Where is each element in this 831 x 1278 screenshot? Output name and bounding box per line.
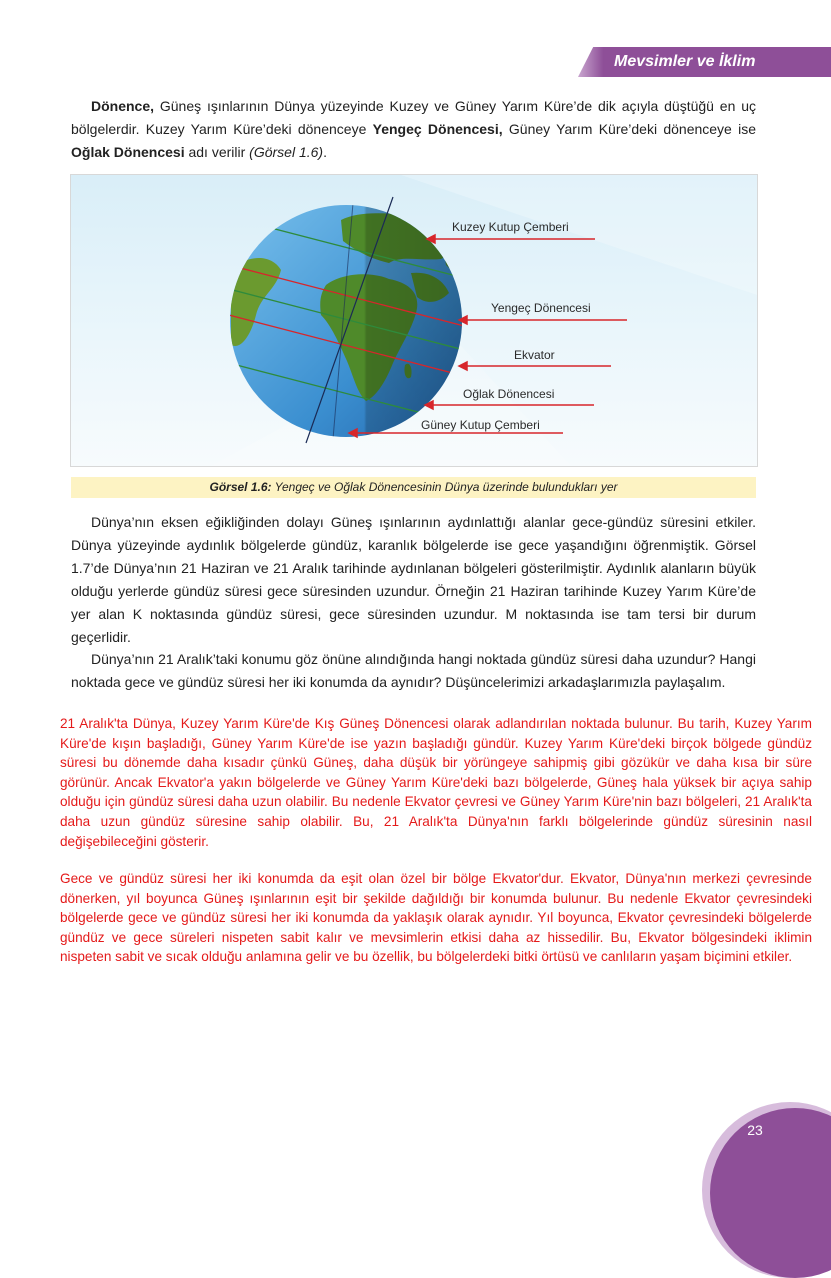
answer-text-1: 21 Aralık'ta Dünya, Kuzey Yarım Küre'de Kış Güneş Dönencesi olarak adlandırılan noktada bulunur. Bu tarih, Kuzey Yarım Küre'de kışın başladığı, Güney Yarım Küre'de ise yazın başladığı gündür. Kuzey Yarım Küre'deki birçok bölgede gündüz süresi bu dönemde daha kısadır çünkü Güneş, daha düşük bir yörüngeye sahipmiş gibi gözükür ve daha kısa bir süre görünür. Ancak Ekvator'a yakın bölgelerde ve Güney Yarım Küre'deki bazı bölgelerde, Güneş hala yüksek bir açıya sahip olduğu için gündüz süresi daha uzun olabilir. Bu nedenle Ekvator çevresi ve Güney Yarım Küre'nin bazı bölgeleri, 21 Aralık'ta daha uzun gündüz süresine sahip olabilir. Bu, 21 Aralık'ta Dünya'nın farklı bölgelerinde gündüz süresinin nasıl değişebileceğini gösterir.	[60, 716, 812, 849]
figure-caption	[71, 477, 756, 498]
term-donence: Dönence,	[91, 98, 155, 114]
intro-text-1: Güneş ışınlarının Dünya yüzeyinde Kuzey ve Güney Yarım Küre’de dik açıyla düştüğü en uç bölgelerdir. Kuzey Yarım Küre’deki dönenceye	[71, 98, 756, 137]
label-tropic-capricorn: Oğlak Dönencesi	[463, 387, 555, 401]
answer-text-2: Gece ve gündüz süresi her iki konumda da eşit olan özel bir bölge Ekvator'dur. Ekvator, Dünya'nın merkezi çevresinde dönerken, yıl boyunca Güneş ışınlarının eşit bir şekilde dağıldığı bir konumda bulunur. Bu nedenle Ekvator çevresindeki bölgelerde gece ve gündüz süresi her iki konumda da yaklaşık olarak aynıdır. Yıl boyunca, Ekvator çevresindeki bölgelerde gündüz ve gece süreleri nispeten sabit kalır ve mevsimlerin etkisi daha az hissedilir. Bu, Ekvator bölgesindeki iklimin nispeten sabit ve sıcak olduğu anlamına gelir ve bu özellik, bu bölgelerdeki bitki örtüsü ve canlıların yaşam biçimini etkiler.	[60, 871, 812, 965]
intro-text-2: Güney Yarım Küre’deki dönenceye ise	[502, 121, 756, 137]
label-tropic-cancer: Yengeç Dönencesi	[491, 301, 591, 315]
intro-paragraph	[71, 95, 756, 164]
term-oglak: Oğlak Dönencesi	[71, 144, 185, 160]
intro-text-4: .	[323, 144, 327, 160]
answer-paragraph-2	[60, 869, 812, 967]
body-text-2: Dünya’nın 21 Aralık’taki konumu göz önüne alındığında hangi noktada gündüz süresi daha uzundur? Hangi noktada gece ve gündüz süresi her iki konumda da aynıdır? Düşüncelerimizi arkadaşlarımızla paylaşalım.	[71, 651, 756, 690]
page-number: 23	[747, 1122, 763, 1138]
answer-paragraph-1	[60, 714, 812, 851]
caption-text: Yengeç ve Oğlak Dönencesinin Dünya üzerinde bulundukları yer	[271, 480, 618, 494]
body-paragraph-2	[71, 648, 756, 694]
label-antarctic-circle: Güney Kutup Çemberi	[421, 418, 540, 432]
chapter-title: Mevsimler ve İklim	[614, 53, 756, 70]
label-equator: Ekvator	[514, 348, 555, 362]
body-text-1: Dünya’nın eksen eğikliğinden dolayı Güneş ışınlarının aydınlattığı alanlar gece-gündüz süresini etkiler. Dünya yüzeyinde aydınlık bölgelerde gündüz, karanlık bölgelerde ise gece yaşandığını öğrenmiştik. Görsel 1.7’de Dünya’nın 21 Haziran ve 21 Aralık tarihinde aydınlanan bölgeleri gösterilmiştir. Aydınlık alanların büyük olduğu yerlerde gündüz süresi gece süresinden uzundur. Örneğin 21 Haziran tarihinde Kuzey Yarım Küre’de yer alan K noktasında gündüz süresi, gece süresinden uzundur. M noktasında ise tam tersi bir durum geçerlidir.	[71, 514, 756, 645]
label-arctic-circle: Kuzey Kutup Çemberi	[452, 220, 569, 234]
globe-illustration	[71, 175, 757, 466]
figure-reference: (Görsel 1.6)	[249, 144, 324, 160]
body-paragraph-1	[71, 511, 756, 649]
term-yengec: Yengeç Dönencesi,	[372, 121, 503, 137]
intro-text-3: adı verilir	[184, 144, 250, 160]
caption-label: Görsel 1.6:	[209, 480, 272, 494]
figure-globe	[70, 174, 758, 467]
